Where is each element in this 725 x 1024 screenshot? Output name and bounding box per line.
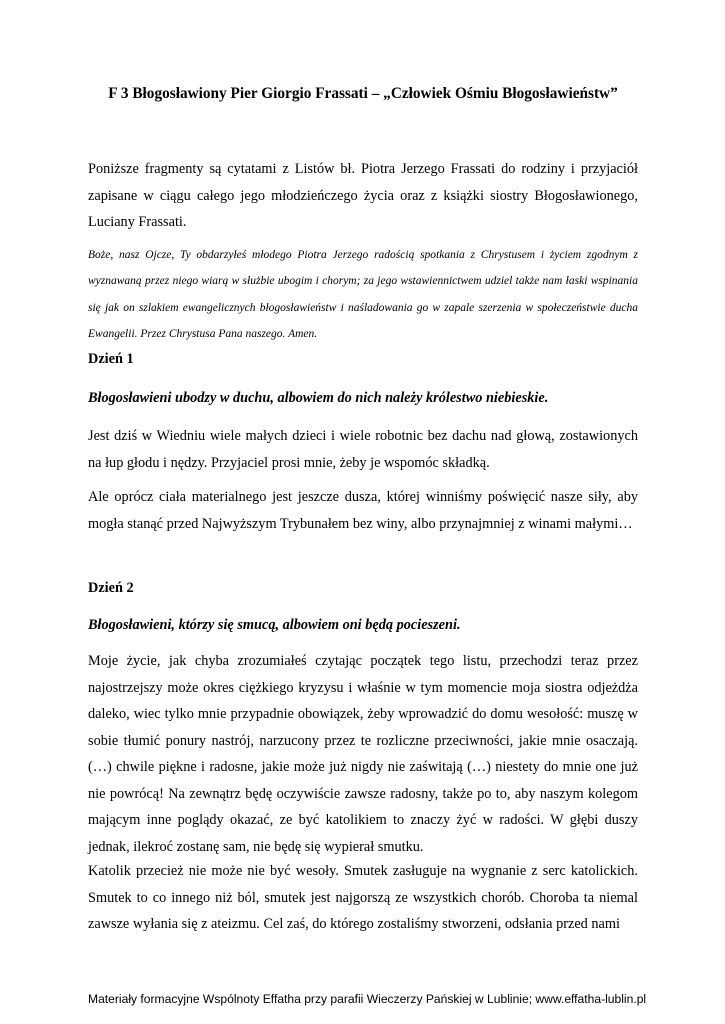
- prayer-paragraph: Boże, nasz Ojcze, Ty obdarzyłeś młodego Piotra Jerzego radością spotkania z Chrystusem i życiem zgodnym z wyznawaną przez niego wiarą w służbie ubogim i chorym; za jego wstawiennictwem udziel także nam łaski wspinania się jak on szlakiem ewangelicznych błogosławieństw i naśladowania go w zapale szerzenia w społeczeństwie ducha Ewangelii. Przez Chrystusa Pana naszego. Amen.: [88, 249, 638, 340]
- day-1-heading: Dzień 1: [88, 351, 134, 367]
- intro-paragraph: Poniższe fragmenty są cytatami z Listów bł. Piotra Jerzego Frassati do rodziny i przyjaciół zapisane w ciągu całego jego młodzieńczego życia oraz z książki siostry Błogosławionego, Luciany Frassati.: [88, 161, 638, 230]
- day-1-paragraph-2: Ale oprócz ciała materialnego jest jeszcze dusza, której winniśmy poświęcić nasze siły, aby mogła stanąć przed Najwyższym Trybunałem bez winy, albo przynajmniej z winami małymi…: [88, 489, 638, 532]
- day-2-beatitude: Błogosławieni, którzy się smucą, albowiem oni będą pocieszeni.: [88, 617, 461, 633]
- page-footer: Materiały formacyjne Wspólnoty Effatha przy parafii Wieczerzy Pańskiej w Lublinie; www.effatha-lublin.pl: [88, 992, 647, 1006]
- day-1-beatitude: Błogosławieni ubodzy w duchu, albowiem do nich należy królestwo niebieskie.: [88, 390, 549, 406]
- document-title: F 3 Błogosławiony Pier Giorgio Frassati – „Człowiek Ośmiu Błogosławieństw”: [108, 85, 618, 102]
- day-2-paragraph-2: Katolik przecież nie może nie być wesoły. Smutek zasługuje na wygnanie z serc katolickich. Smutek to co innego niż ból, smutek jest najgorszą ze wszystkich chorób. Choroba ta niemal zawsze wyłania się z ateizmu. Cel zaś, do którego zostaliśmy stworzeni, odsłania przed nami: [88, 863, 638, 932]
- day-2-paragraph-1: Moje życie, jak chyba zrozumiałeś czytając początek tego listu, przechodzi teraz przez najostrzejszy może okres ciężkiego kryzysu i właśnie w tym momencie moja siostra odjeżdża daleko, wiec tylko mnie przypadnie obowiązek, żeby wprowadzić do domu wesołość: muszę w sobie tłumić ponury nastrój, narzucony przez te rozliczne przeciwności, jakie mnie osaczają. (…) chwile piękne i radosne, jakie może już nigdy nie zaświtają (…) niestety do mnie one już nie powrócą! Na zewnątrz będę oczywiście zawsze radosny, także po to, aby naszym kolegom mającym inne poglądy okazać, ze być katolikiem to znaczy żyć w radości. W głębi duszy jednak, ilekroć zostanę sam, nie będę się wypierał smutku.: [88, 653, 638, 855]
- day-1-paragraph-1: Jest dziś w Wiedniu wiele małych dzieci i wiele robotnic bez dachu nad głową, zostawionych na łup głodu i nędzy. Przyjaciel prosi mnie, żeby je wspomóc składką.: [88, 428, 638, 471]
- day-2-heading: Dzień 2: [88, 580, 134, 596]
